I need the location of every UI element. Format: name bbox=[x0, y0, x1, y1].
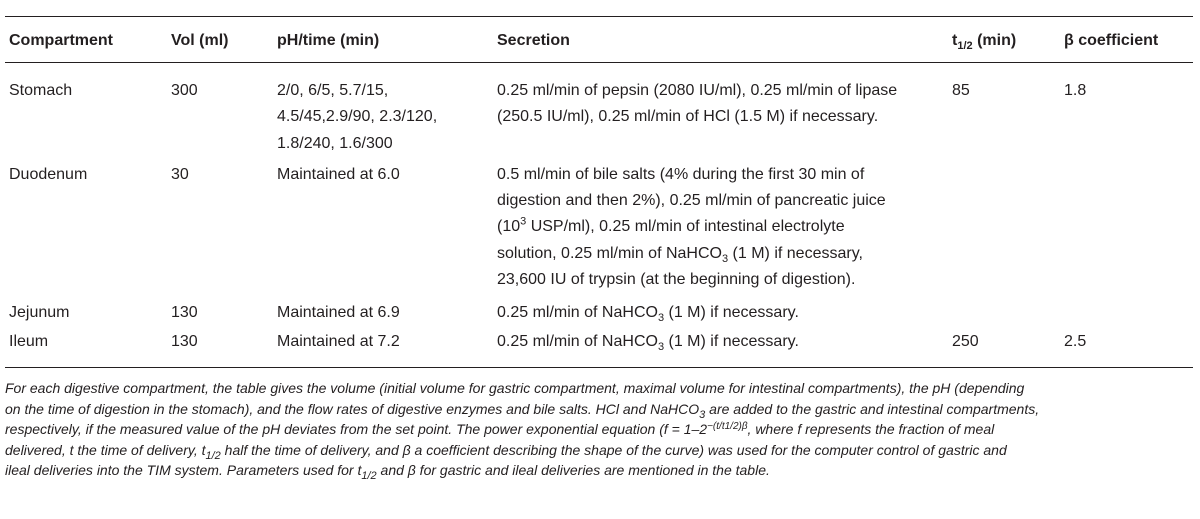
caption-line: For each digestive compartment, the table gives the volume (initial volume for gastric compartment, maximal volume for intestinal compartments), the pH (depending bbox=[5, 379, 1025, 396]
subscript: 3 bbox=[699, 408, 706, 421]
table-row-stomach bbox=[5, 63, 1193, 157]
header-secretion: Secretion bbox=[497, 32, 570, 49]
caption-text: respectively, if the measured value of the pH deviates from the set point. The power exponential equation ( bbox=[5, 421, 664, 438]
caption-text: on the time of digestion in the stomach), and the flow rates of digestive enzymes and bile salts. HCl and NaHCO bbox=[5, 400, 700, 417]
header-volume: Vol (ml) bbox=[171, 32, 229, 49]
cell-secretion bbox=[493, 293, 948, 326]
table-body bbox=[5, 63, 1193, 368]
secretion-text: USP/ml), 0.25 ml/min of intestinal electrolyte bbox=[526, 218, 845, 236]
cell-ph-time: Maintained at 6.9 bbox=[277, 304, 400, 322]
header-ph-time: pH/time (min) bbox=[277, 32, 380, 49]
caption-line bbox=[5, 419, 1195, 440]
caption-text: and β for gastric and ileal deliveries are mentioned in the table. bbox=[376, 462, 770, 479]
caption-text: ileal deliveries into the TIM system. Parameters used for bbox=[5, 462, 358, 479]
secretion-text: 0.25 ml/min of NaHCO bbox=[497, 304, 658, 322]
secretion-line: 23,600 IU of trypsin (at the beginning of digestion). bbox=[497, 271, 856, 289]
cell-beta bbox=[1060, 157, 1193, 293]
subscript: 3 bbox=[721, 252, 729, 265]
subscript: 1/2 bbox=[361, 470, 377, 483]
cell-secretion bbox=[493, 157, 948, 293]
secretion-text: (10 bbox=[497, 218, 521, 236]
secretion-text: (1 M) if necessary. bbox=[664, 332, 799, 350]
header-t-half-unit: (min) bbox=[972, 32, 1017, 49]
secretion-text: solution, 0.25 ml/min of NaHCO bbox=[497, 244, 722, 262]
cell-t-half bbox=[948, 293, 1060, 326]
table-header bbox=[5, 17, 1193, 63]
caption-line bbox=[5, 460, 1195, 481]
header-t-half bbox=[948, 17, 1060, 63]
cell-compartment: Ileum bbox=[9, 332, 49, 350]
secretion-line bbox=[497, 241, 948, 267]
caption-text: are added to the gastric and intestinal compartments, bbox=[705, 400, 1040, 417]
cell-t-half: 250 bbox=[952, 332, 979, 350]
table-row-jejunum bbox=[5, 293, 1193, 326]
header-compartment: Compartment bbox=[9, 32, 114, 49]
table-row-duodenum bbox=[5, 157, 1193, 293]
cell-compartment: Jejunum bbox=[9, 304, 70, 322]
subscript: 1/2 bbox=[205, 449, 221, 462]
cell-volume: 30 bbox=[171, 165, 189, 183]
cell-ph-time bbox=[273, 63, 493, 157]
caption-text: delivered, t the time of delivery, t bbox=[5, 441, 206, 458]
caption-line bbox=[5, 399, 1195, 420]
secretion-text: 0.25 ml/min of NaHCO bbox=[497, 332, 658, 350]
subscript: 3 bbox=[657, 312, 665, 325]
cell-compartment: Stomach bbox=[9, 82, 73, 99]
secretion-line bbox=[497, 214, 948, 240]
cell-secretion bbox=[493, 327, 948, 368]
header-t-half-t: t bbox=[952, 32, 958, 49]
caption-text: , where f represents the fraction of meal bbox=[747, 421, 995, 438]
table-row-ileum bbox=[5, 327, 1193, 368]
caption-t: t bbox=[357, 462, 362, 479]
equation-exponent: −(t/t1/2)β bbox=[707, 421, 748, 433]
caption-line bbox=[5, 440, 1195, 461]
secretion-text: (1 M) if necessary, bbox=[728, 244, 863, 262]
ph-line: 2/0, 6/5, 5.7/15, bbox=[277, 82, 389, 99]
cell-ph-time: Maintained at 6.0 bbox=[277, 165, 400, 183]
digestion-parameters-table bbox=[5, 16, 1193, 368]
header-beta: β coefficient bbox=[1064, 32, 1159, 49]
header-row bbox=[5, 17, 1193, 63]
cell-beta: 2.5 bbox=[1064, 332, 1087, 350]
header-t-half-sub: 1/2 bbox=[957, 40, 973, 53]
caption-text: half the time of delivery, and β a coefficient describing the shape of the curve) was used for the computer control of gastric and bbox=[220, 441, 1007, 458]
equation: f = 1–2 bbox=[663, 421, 708, 438]
cell-beta bbox=[1060, 293, 1193, 326]
ph-line: 4.5/45,2.9/90, 2.3/120, bbox=[277, 108, 438, 126]
table-caption bbox=[5, 378, 1195, 481]
secretion-text: (1 M) if necessary. bbox=[664, 304, 799, 322]
cell-volume: 130 bbox=[171, 304, 198, 322]
secretion-line: (250.5 IU/ml), 0.25 ml/min of HCl (1.5 M) if necessary. bbox=[497, 108, 879, 126]
secretion-line: 0.25 ml/min of pepsin (2080 IU/ml), 0.25 ml/min of lipase bbox=[497, 82, 898, 99]
superscript: 3 bbox=[520, 216, 527, 229]
cell-secretion bbox=[493, 63, 948, 157]
cell-volume: 300 bbox=[171, 82, 198, 99]
cell-beta: 1.8 bbox=[1064, 82, 1087, 99]
subscript: 3 bbox=[657, 340, 665, 353]
cell-t-half: 85 bbox=[952, 82, 970, 99]
cell-compartment: Duodenum bbox=[9, 165, 88, 183]
secretion-line: digestion and then 2%), 0.25 ml/min of pancreatic juice bbox=[497, 192, 886, 210]
cell-volume: 130 bbox=[171, 332, 198, 350]
ph-line: 1.8/240, 1.6/300 bbox=[277, 134, 393, 152]
cell-ph-time: Maintained at 7.2 bbox=[277, 332, 400, 350]
secretion-line: 0.5 ml/min of bile salts (4% during the first 30 min of bbox=[497, 165, 865, 183]
cell-t-half bbox=[948, 157, 1060, 293]
